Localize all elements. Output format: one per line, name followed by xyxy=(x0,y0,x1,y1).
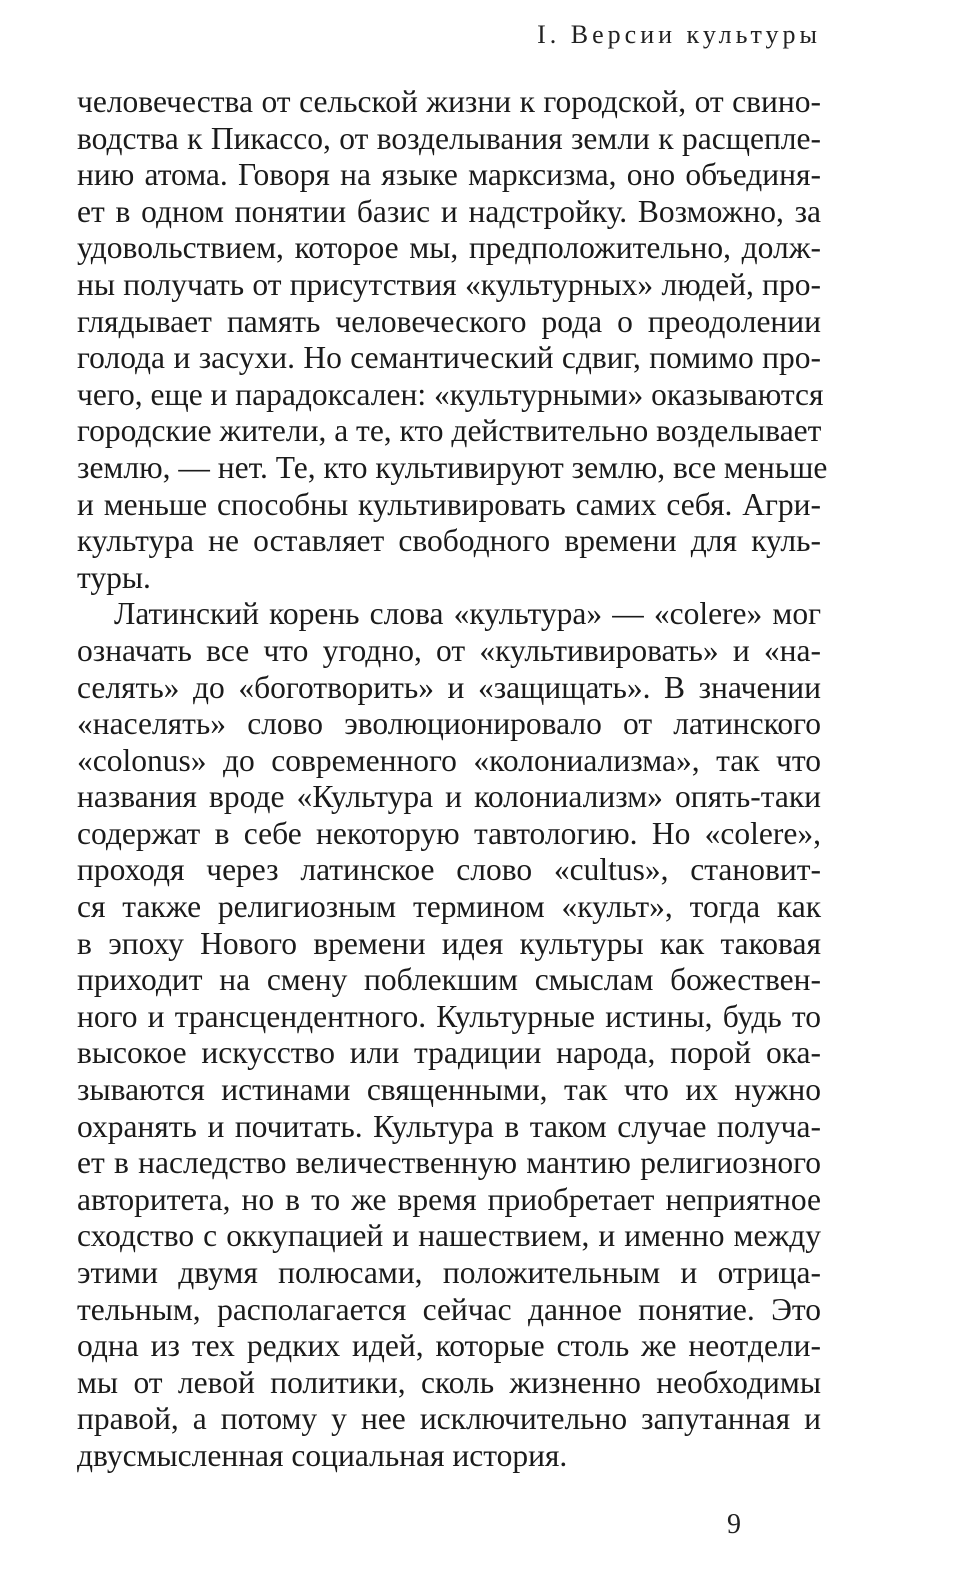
text-line: зываются истинами священными, так что их нужно xyxy=(77,1072,821,1108)
text-line: авторитета, но в то же время приобретает неприятное xyxy=(77,1181,821,1217)
text-line: в эпоху Нового времени идея культуры как таковая xyxy=(77,925,821,961)
body-text xyxy=(77,84,828,1475)
text-line: чего, еще и парадоксален: «культурными» оказываются xyxy=(77,376,824,412)
text-line: высокое искусство или традиции народа, порой ока- xyxy=(77,1035,821,1071)
text-line: «населять» слово эволюционировало от латинского xyxy=(77,706,821,742)
running-head: I. Версии культуры xyxy=(537,20,821,49)
paragraph-last-line: двусмысленная социальная история. xyxy=(77,1437,568,1473)
text-line: ны получать от присутствия «культурных» людей, про- xyxy=(77,266,821,302)
text-line: сходство с оккупацией и нашествием, и именно между xyxy=(77,1218,821,1254)
text-line: правой, а потому у нее исключительно запутанная и xyxy=(77,1401,821,1437)
text-line: означать все что угодно, от «культивировать» и «на- xyxy=(77,632,821,668)
text-line: мы от левой политики, сколь жизненно необходимы xyxy=(77,1364,821,1400)
text-line: культура не оставляет свободного времени для куль- xyxy=(77,523,821,559)
paragraph-first-line: Латинский корень слова «культура» — «colere» мог xyxy=(114,596,821,632)
text-line: названия вроде «Культура и колониализм» опять-таки xyxy=(77,779,821,815)
text-line: тельным, располагается сейчас данное понятие. Это xyxy=(77,1291,821,1327)
text-line: охранять и почитать. Культура в таком случае получа- xyxy=(77,1108,821,1144)
text-line: этими двумя полюсами, положительным и отрица- xyxy=(77,1255,821,1290)
text-line: человечества от сельской жизни к городской, от свино- xyxy=(77,84,821,119)
text-line: городские жители, а те, кто действительно возделывает xyxy=(77,413,822,449)
text-line: одна из тех редких идей, которые столь же неотдели- xyxy=(77,1328,821,1364)
text-line: ет в наследство величественную мантию религиозного xyxy=(77,1145,821,1181)
text-line: селять» до «боготворить» и «защищать». В значении xyxy=(77,669,821,705)
text-line: удовольствием, которое мы, предположительно, долж- xyxy=(77,230,821,266)
text-line: «colonus» до современного «колониализма», так что xyxy=(77,742,821,778)
text-line: голода и засухи. Но семантический сдвиг, помимо про- xyxy=(77,340,821,376)
text-line: ет в одном понятии базис и надстройку. Возможно, за xyxy=(77,193,821,229)
text-line: нию атома. Говоря на языке марксизма, оно объединя- xyxy=(77,157,821,193)
text-line: и меньше способны культивировать самих себя. Агри- xyxy=(77,486,821,522)
text-line: водства к Пикассо, от возделывания земли к расщепле- xyxy=(77,120,821,156)
text-line: приходит на смену поблекшим смыслам божествен- xyxy=(77,962,821,998)
text-line: ся также религиозным термином «культ», тогда как xyxy=(77,889,821,925)
page-number: 9 xyxy=(727,1509,741,1540)
text-line: проходя через латинское слово «cultus», становит- xyxy=(77,852,821,888)
text-line: землю, — нет. Те, кто культивируют землю, все меньше xyxy=(77,449,828,485)
text-line: содержат в себе некоторую тавтологию. Но «colere», xyxy=(77,815,821,851)
text-line: ного и трансцендентного. Культурные истины, будь то xyxy=(77,998,821,1034)
paragraph-last-line: туры. xyxy=(77,559,151,595)
text-line: глядывает память человеческого рода о преодолении xyxy=(77,303,821,339)
